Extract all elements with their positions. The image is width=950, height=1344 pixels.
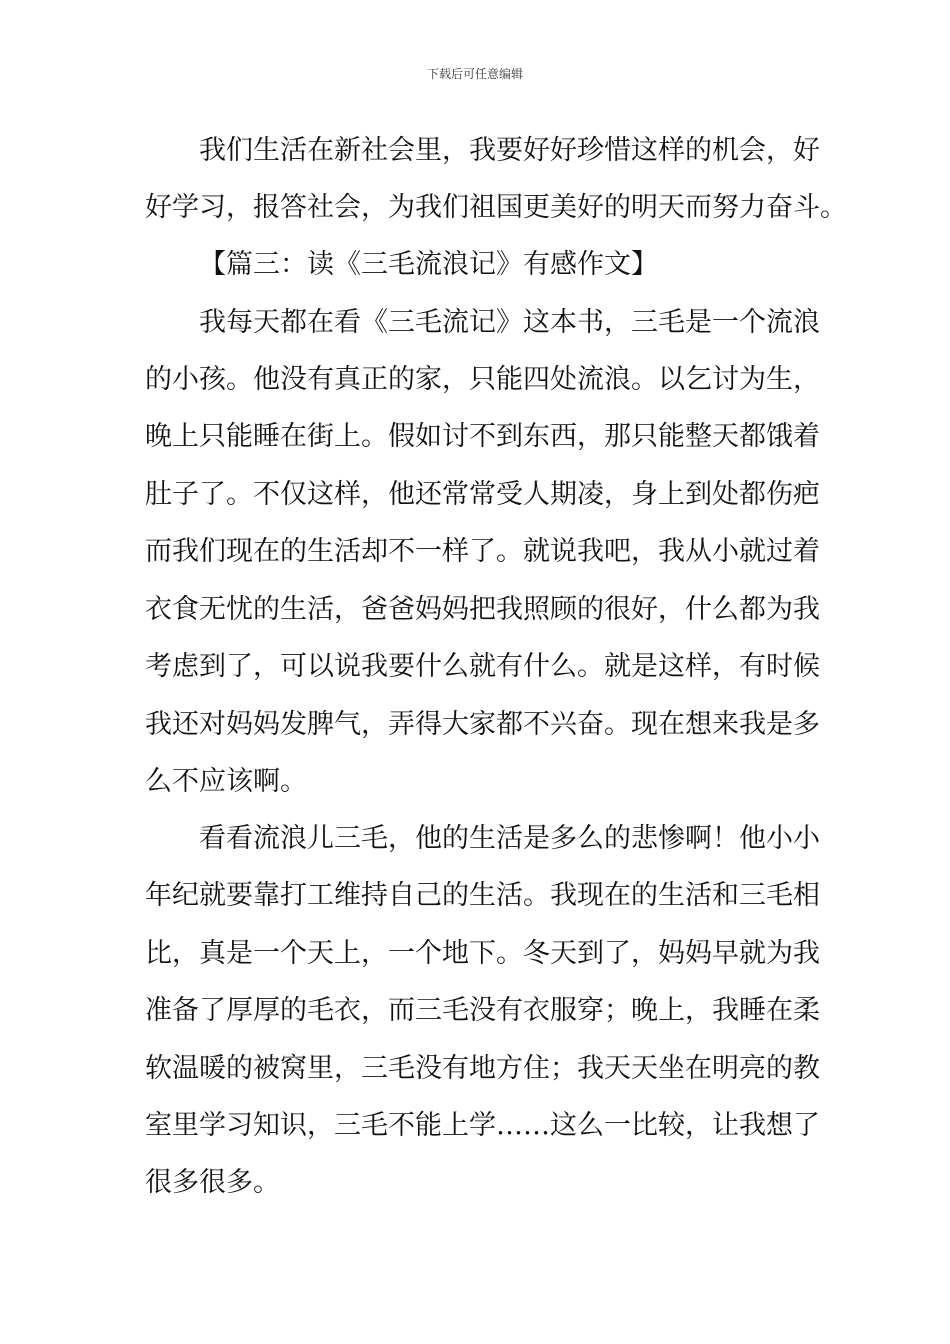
text-line-7: 肚子了。不仅这样，他还常常受人期凌，身上到处都伤疤 xyxy=(145,479,820,510)
text-line-16: 准备了厚厚的毛衣，而三毛没有衣服穿；晚上，我睡在柔 xyxy=(145,995,820,1026)
text-line-14: 年纪就要靠打工维持自己的生活。我现在的生活和三毛相 xyxy=(145,880,820,911)
text-line-8: 而我们现在的生活却不一样了。就说我吧，我从小就过着 xyxy=(145,536,820,567)
text-line-5: 的小孩。他没有真正的家，只能四处流浪。以乞讨为生， xyxy=(145,364,820,395)
text-line-6: 晚上只能睡在街上。假如讨不到东西，那只能整天都饿着 xyxy=(145,421,820,452)
text-line-10: 考虑到了，可以说我要什么就有什么。就是这样，有时候 xyxy=(145,651,820,682)
text-line-12: 么不应该啊。 xyxy=(145,766,307,797)
text-line-9: 衣食无忧的生活，爸爸妈妈把我照顾的很好，什么都为我 xyxy=(145,594,820,625)
text-line-2: 好学习，报答社会，为我们祖国更美好的明天而努力奋斗。 xyxy=(145,192,847,223)
text-line-18: 室里学习知识，三毛不能上学……这么一比较，让我想了 xyxy=(145,1110,820,1141)
page-header: 下载后可任意编辑 xyxy=(426,67,523,81)
text-line-15: 比，真是一个天上，一个地下。冬天到了，妈妈早就为我 xyxy=(145,938,820,969)
text-line-19: 很多很多。 xyxy=(145,1167,280,1198)
text-line-17: 软温暖的被窝里，三毛没有地方住；我天天坐在明亮的教 xyxy=(145,1053,820,1084)
text-line-13: 看看流浪儿三毛，他的生活是多么的悲惨啊！他小小 xyxy=(199,823,820,854)
text-line-4: 我每天都在看《三毛流记》这本书，三毛是一个流浪 xyxy=(199,307,820,338)
text-line-11: 我还对妈妈发脾气，弄得大家都不兴奋。现在想来我是多 xyxy=(145,709,820,740)
section-heading: 【篇三：读《三毛流浪记》有感作文】 xyxy=(199,249,658,280)
text-line-1: 我们生活在新社会里，我要好好珍惜这样的机会，好 xyxy=(199,135,820,166)
